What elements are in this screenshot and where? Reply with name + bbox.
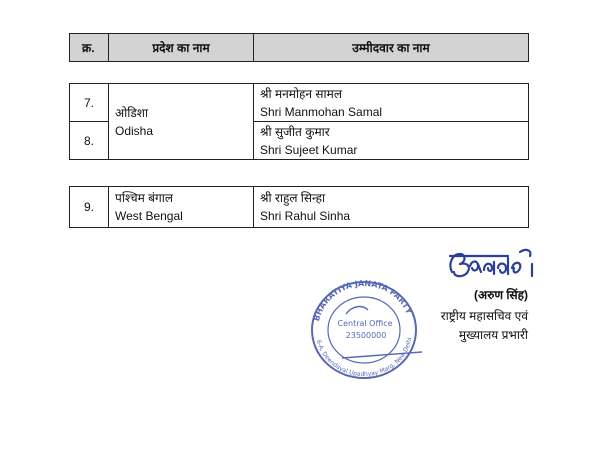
- handwritten-signature: [446, 244, 538, 284]
- candidate-cell: [254, 122, 529, 160]
- signature-area: [300, 236, 540, 379]
- odisha-table: [69, 83, 529, 160]
- seal-phone-text: 23500000: [345, 331, 387, 340]
- signatory-title-line1: राष्ट्रीय महासचिव एवं: [440, 309, 528, 323]
- candidate-cell: [254, 187, 529, 228]
- row-serial: 7.: [70, 84, 109, 122]
- state-cell: [109, 187, 254, 228]
- signatory-name: (अरुण सिंह): [474, 288, 528, 302]
- seal-office-text: Central Office: [337, 319, 393, 328]
- seal-party-text: BHARATIYA JANATA PARTY: [311, 278, 414, 323]
- state-name-english: Odisha: [115, 123, 154, 138]
- state-cell: [109, 84, 254, 160]
- svg-text:BHARATIYA JANATA PARTY: [312, 279, 414, 322]
- candidate-cell: [254, 84, 529, 122]
- candidate-name-english: Shri Rahul Sinha: [260, 209, 351, 223]
- state-name-hindi: ओडिशा: [115, 105, 149, 120]
- header-state: प्रदेश का नाम: [109, 34, 254, 62]
- candidate-name-english: Shri Sujeet Kumar: [260, 142, 358, 157]
- header-serial: क्र.: [70, 34, 109, 62]
- state-name-english: West Bengal: [115, 209, 183, 223]
- west-bengal-table: [69, 186, 529, 228]
- table-header: [69, 33, 529, 62]
- candidate-name-english: Shri Manmohan Samal: [260, 104, 383, 119]
- party-seal-stamp: [302, 274, 432, 380]
- candidate-name-hindi: श्री मनमोहन सामल: [260, 86, 342, 101]
- signatory-title-line2: मुख्यालय प्रभारी: [458, 328, 528, 342]
- header-candidate: उम्मीदवार का नाम: [254, 34, 529, 62]
- state-name-hindi: पश्चिम बंगाल: [115, 191, 174, 205]
- row-serial: 9.: [70, 187, 109, 228]
- header-row: [70, 34, 529, 62]
- candidate-name-hindi: श्री राहुल सिन्हा: [260, 191, 326, 205]
- table-row: [70, 84, 529, 122]
- candidate-name-hindi: श्री सुजीत कुमार: [260, 124, 330, 139]
- table-row: [70, 187, 529, 228]
- svg-text:6-A, Deendayal Upadhyay Marg,: [315, 337, 414, 378]
- row-serial: 8.: [70, 122, 109, 160]
- seal-address-text: 6-A, Deendayal Upadhyay Marg, New Delhi: [314, 337, 414, 379]
